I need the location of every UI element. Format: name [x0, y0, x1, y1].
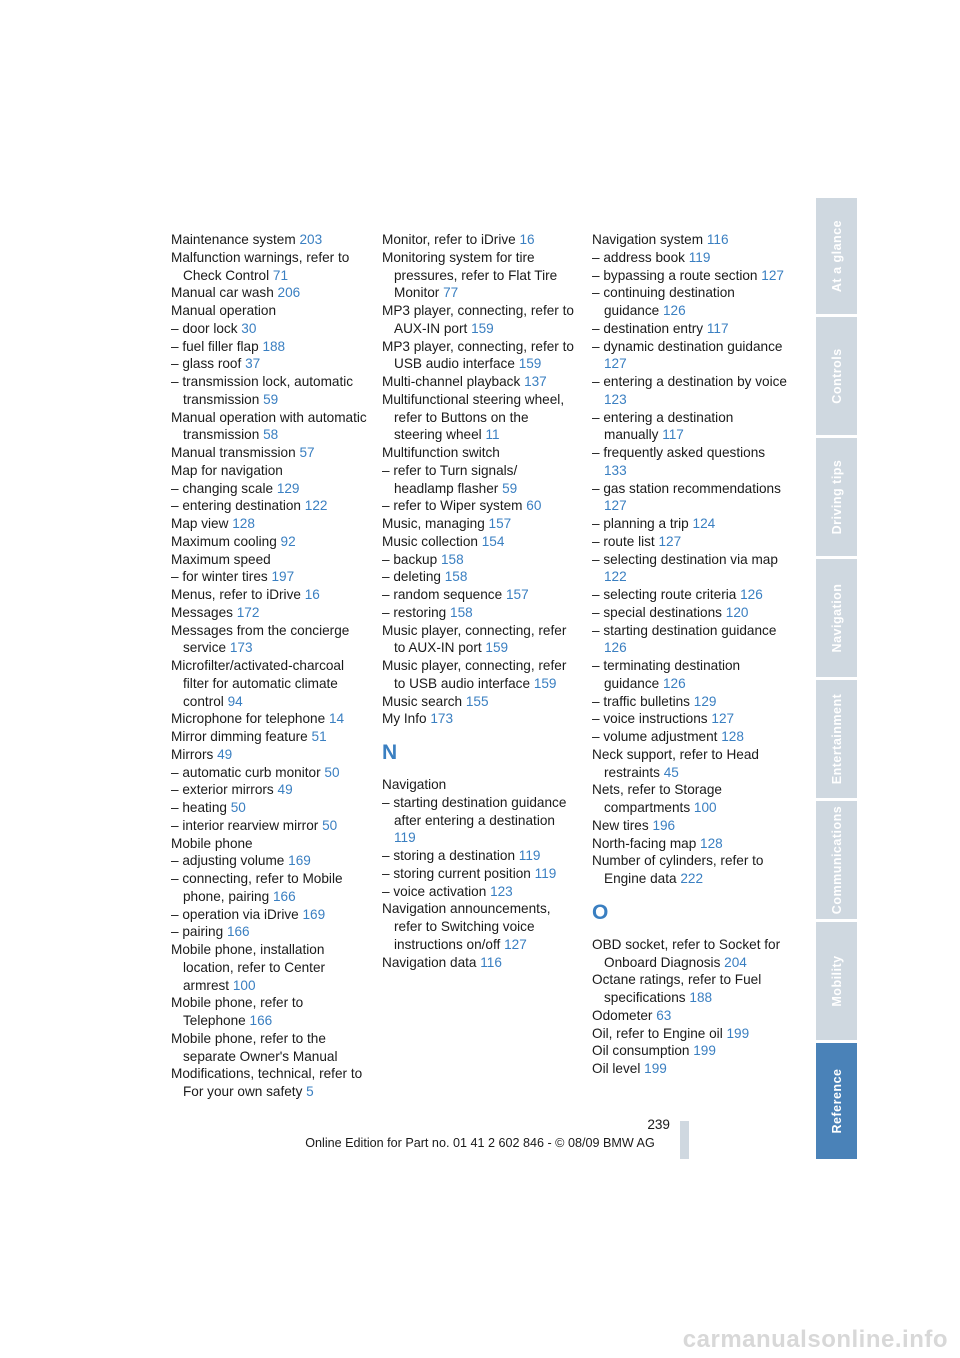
index-entry-text: Monitor, refer to iDrive — [382, 232, 516, 247]
index-entry — [592, 284, 788, 320]
index-entry — [382, 900, 578, 953]
page-reference-link[interactable]: 120 — [725, 604, 749, 620]
index-entry — [171, 852, 367, 870]
index-entry-text: – storing current position — [382, 865, 531, 881]
index-entry — [382, 391, 578, 444]
page-reference-link[interactable]: 155 — [465, 693, 489, 709]
page-reference-link[interactable]: 127 — [658, 533, 682, 549]
index-entry — [171, 231, 367, 249]
index-entry-text: OBD socket, refer to Socket for Onboard Diagnosis — [592, 936, 781, 970]
page-reference-link[interactable]: 63 — [656, 1007, 672, 1023]
index-entry — [592, 1025, 788, 1043]
index-entry-text: – voice instructions — [592, 711, 708, 727]
index-entry-text: – continuing destination guidance — [592, 285, 735, 318]
page-reference-link[interactable]: 45 — [663, 764, 679, 780]
index-entry-text: Map view — [171, 516, 229, 531]
index-entry — [171, 568, 367, 586]
index-entry — [382, 883, 578, 901]
page-reference-link[interactable]: 126 — [604, 640, 627, 656]
index-entry-text: Map for navigation — [171, 462, 283, 478]
index-entry-text: Mobile phone, refer to Telephone — [171, 995, 304, 1028]
index-entry-text: – dynamic destination guidance — [592, 338, 783, 354]
chapter-tab-entertainment[interactable] — [816, 680, 857, 798]
page-reference-link[interactable]: 197 — [271, 569, 295, 585]
chapter-tab-mobility[interactable] — [816, 922, 857, 1040]
page-reference-link[interactable]: 124 — [692, 516, 716, 531]
index-entry-text: Manual operation — [171, 303, 277, 318]
page-reference-link[interactable]: 92 — [280, 533, 296, 549]
index-entry-text: Music search — [382, 693, 463, 709]
chapter-tab-at-a-glance[interactable] — [816, 198, 857, 314]
page-reference-link[interactable]: 129 — [276, 480, 300, 496]
index-entry — [382, 586, 578, 604]
page-reference-link[interactable]: 30 — [241, 320, 257, 336]
page-reference-link[interactable]: 173 — [430, 711, 454, 727]
index-entry-text: Oil, refer to Engine oil — [592, 1025, 723, 1041]
page-number: 239 — [647, 1117, 670, 1132]
index-entry-text: – route list — [592, 533, 655, 549]
chapter-tab-controls[interactable] — [816, 317, 857, 435]
index-entry — [592, 373, 788, 409]
page-reference-link[interactable]: 173 — [229, 640, 253, 656]
chapter-tabs — [816, 198, 857, 1162]
index-entry — [592, 586, 788, 604]
chapter-tab-label: Reference — [829, 1068, 844, 1134]
index-entry — [171, 551, 367, 569]
index-entry — [171, 622, 367, 658]
index-entry-text: Mirrors — [171, 746, 214, 762]
index-entry — [592, 551, 788, 587]
index-entry — [592, 320, 788, 338]
index-entry-text: Mirror dimming feature — [171, 729, 308, 744]
index-entry-text: Mobile phone — [171, 835, 253, 851]
index-entry-text: Manual operation with automatic transmission — [171, 409, 367, 443]
index-entry-text: – glass roof — [171, 356, 242, 372]
index-entry — [592, 409, 788, 445]
index-entry — [382, 568, 578, 586]
index-entry-text: – storing a destination — [382, 848, 516, 863]
page-reference-link[interactable]: 123 — [604, 391, 627, 407]
index-entry-text: – selecting destination via map — [592, 551, 778, 567]
index-entry — [592, 971, 788, 1007]
page-reference-link[interactable]: 166 — [226, 924, 250, 940]
index-entry — [171, 373, 367, 409]
index-entry-text: Messages from the concierge service — [171, 622, 350, 656]
page-reference-link[interactable]: 5 — [306, 1084, 314, 1099]
page-reference-link[interactable]: 16 — [304, 587, 320, 602]
watermark: carmanualsonline.info — [682, 1326, 948, 1353]
index-entry — [171, 249, 367, 285]
index-entry-text: – starting destination guidance after entering a destination — [382, 794, 567, 828]
page-reference-link[interactable]: 119 — [688, 249, 711, 265]
index-entry — [382, 444, 578, 462]
index-entry — [592, 817, 788, 835]
page-reference-link[interactable]: 222 — [680, 871, 704, 886]
index-column-3 — [592, 231, 788, 1078]
index-entry-text: – transmission lock, automatic transmission — [171, 374, 354, 407]
index-entry-text: – random sequence — [382, 587, 503, 602]
index-entry-text: Music, managing — [382, 516, 485, 531]
page-reference-link[interactable]: 159 — [533, 675, 557, 691]
page-reference-link[interactable]: 159 — [485, 640, 509, 656]
index-entry-text: Maximum speed — [171, 551, 271, 567]
page-reference-link[interactable]: 127 — [761, 267, 784, 283]
index-entry — [171, 941, 367, 994]
index-entry-text: – pairing — [171, 924, 224, 940]
page-reference-link[interactable]: 199 — [693, 1043, 716, 1059]
chapter-tab-label: Communications — [829, 805, 844, 915]
index-entry-text: – automatic curb monitor — [171, 764, 321, 780]
chapter-tab-label: Entertainment — [829, 693, 844, 785]
page-reference-link[interactable]: 58 — [263, 427, 279, 443]
page-reference-link[interactable]: 159 — [471, 320, 494, 336]
page-reference-link[interactable]: 166 — [272, 888, 296, 904]
index-entry — [171, 710, 367, 728]
page-reference-link[interactable]: 123 — [490, 883, 513, 899]
index-entry-text: Maximum cooling — [171, 533, 277, 549]
index-entry — [382, 865, 578, 883]
index-entry-text: – fuel filler flap — [171, 338, 259, 354]
page-reference-link[interactable]: 154 — [481, 533, 505, 549]
page-reference-link[interactable]: 158 — [444, 569, 468, 585]
page-reference-link[interactable]: 11 — [485, 427, 500, 443]
index-entry-text: Music collection — [382, 533, 478, 549]
index-entry — [382, 338, 578, 374]
index-entry — [382, 231, 578, 249]
index-entry-text: – refer to Turn signals/ headlamp flasher — [382, 462, 518, 496]
index-entry-text: – destination entry — [592, 320, 704, 336]
index-entry — [592, 515, 788, 533]
index-entry — [592, 338, 788, 374]
index-entry-text: – interior rearview mirror — [171, 817, 319, 833]
page-reference-link[interactable]: 51 — [311, 729, 327, 744]
index-entry — [171, 1030, 367, 1066]
edition-footer: Online Edition for Part no. 01 41 2 602 846 - © 08/09 BMW AG — [305, 1136, 655, 1150]
index-entry — [592, 231, 788, 249]
index-entry-text: – deleting — [382, 569, 441, 585]
index-entry — [592, 267, 788, 285]
page-reference-link[interactable]: 117 — [662, 427, 684, 443]
index-entry-text: Oil level — [592, 1061, 641, 1076]
page-reference-link[interactable]: 158 — [450, 604, 473, 620]
index-entry — [171, 320, 367, 338]
index-entry — [592, 1042, 788, 1060]
chapter-tab-label: Navigation — [829, 583, 844, 653]
index-entry-text: – operation via iDrive — [171, 906, 299, 922]
index-entry — [382, 497, 578, 515]
index-entry-text: Monitoring system for tire pressures, refer to Flat Tire Monitor — [382, 249, 558, 301]
index-entry-text: – heating — [171, 800, 227, 815]
page-reference-link[interactable]: 59 — [502, 480, 518, 496]
page-reference-link[interactable]: 126 — [740, 587, 763, 602]
index-entry-text: – connecting, refer to Mobile phone, pairing — [171, 871, 343, 904]
page-reference-link[interactable]: 196 — [652, 817, 676, 833]
index-entry — [382, 847, 578, 865]
index-entry-text: Maintenance system — [171, 232, 296, 247]
page-reference-link[interactable]: 127 — [711, 711, 735, 727]
page-reference-link[interactable]: 206 — [277, 285, 301, 301]
index-entry — [382, 776, 578, 794]
page-reference-link[interactable]: 117 — [706, 320, 729, 336]
index-entry-text: Odometer — [592, 1007, 653, 1023]
page-reference-link[interactable]: 49 — [217, 746, 233, 762]
index-entry — [171, 533, 367, 551]
index-entry — [382, 954, 578, 972]
index-entry — [592, 657, 788, 693]
index-entry — [382, 533, 578, 551]
page-reference-link[interactable]: 116 — [480, 954, 502, 970]
index-entry-text: Mobile phone, refer to the separate Owner's Manual — [171, 1030, 338, 1064]
index-entry-text: Number of cylinders, refer to Engine data — [592, 853, 764, 886]
page-reference-link[interactable]: 127 — [504, 936, 527, 952]
page-reference-link[interactable]: 49 — [277, 782, 293, 798]
page-reference-link[interactable]: 126 — [662, 675, 686, 691]
index-entry — [171, 284, 367, 302]
index-entry — [171, 728, 367, 746]
page-reference-link[interactable]: 199 — [726, 1025, 750, 1041]
index-entry — [592, 710, 788, 728]
index-entry-text: – special destinations — [592, 604, 722, 620]
index-entry-text: Neck support, refer to Head restraints — [592, 746, 759, 780]
index-entry — [171, 586, 367, 604]
page-reference-link[interactable]: 199 — [644, 1061, 667, 1076]
index-entry-text: Manual car wash — [171, 285, 274, 301]
page-reference-link[interactable]: 157 — [505, 587, 529, 602]
index-entry — [171, 355, 367, 373]
index-entry-text: – restoring — [382, 604, 447, 620]
index-entry — [171, 870, 367, 906]
index-entry — [592, 622, 788, 658]
index-entry-text: Modifications, technical, refer to For your own safety — [171, 1066, 363, 1099]
page-reference-link[interactable]: 127 — [604, 356, 627, 372]
index-entry-text: Music player, connecting, refer to AUX-IN port — [382, 622, 567, 656]
index-entry-text: Malfunction warnings, refer to Check Control — [171, 249, 350, 283]
page-reference-link[interactable]: 16 — [519, 232, 535, 247]
index-entry — [171, 515, 367, 533]
index-entry — [382, 693, 578, 711]
index-entry-text: – refer to Wiper system — [382, 498, 523, 514]
index-entry — [592, 693, 788, 711]
index-entry-text: – door lock — [171, 320, 238, 336]
index-entry — [171, 799, 367, 817]
page-reference-link[interactable]: 37 — [245, 356, 261, 372]
index-entry-text: – changing scale — [171, 480, 274, 496]
index-entry — [382, 249, 578, 302]
index-entry-text: North-facing map — [592, 835, 697, 851]
chapter-tab-navigation[interactable] — [816, 559, 857, 677]
index-entry — [171, 409, 367, 445]
index-entry-text: Octane ratings, refer to Fuel specifications — [592, 972, 762, 1005]
index-entry-text: Multifunctional steering wheel, refer to Buttons on the steering wheel — [382, 391, 565, 443]
index-entry-text: – terminating destination guidance — [592, 658, 741, 691]
index-entry-text: New tires — [592, 817, 649, 833]
index-entry — [592, 1060, 788, 1078]
index-entry-text: Mobile phone, installation location, refer to Center armrest — [171, 942, 326, 993]
page-reference-link[interactable]: 172 — [236, 604, 260, 620]
index-entry-text: – starting destination guidance — [592, 622, 777, 638]
index-entry — [382, 794, 578, 847]
page-reference-link[interactable]: 128 — [721, 729, 744, 744]
page-reference-link[interactable]: 122 — [304, 498, 328, 514]
index-entry — [382, 373, 578, 391]
index-entry — [171, 1065, 367, 1101]
page-reference-link[interactable]: 128 — [232, 516, 255, 531]
index-entry — [171, 835, 367, 853]
index-entry — [592, 781, 788, 817]
page-reference-link[interactable]: 188 — [262, 338, 286, 354]
chapter-tab-label: Mobility — [829, 955, 844, 1007]
index-column-2 — [382, 231, 578, 971]
index-entry-text: – entering destination — [171, 498, 301, 514]
index-entry-text: – for winter tires — [171, 569, 268, 585]
index-entry-text: Multi-channel playback — [382, 374, 521, 389]
index-entry — [592, 936, 788, 972]
index-entry-text: Navigation announcements, refer to Switching voice instructions on/off — [382, 901, 551, 952]
index-entry — [171, 781, 367, 799]
section-letter: N — [382, 741, 398, 764]
index-entry-text: – bypassing a route section — [592, 267, 758, 283]
chapter-tab-communications[interactable] — [816, 801, 857, 919]
page-reference-link[interactable]: 188 — [689, 990, 713, 1005]
index-entry-text: – entering a destination by voice — [592, 374, 787, 389]
page-reference-link[interactable]: 166 — [249, 1013, 273, 1028]
index-entry — [171, 764, 367, 782]
index-entry — [592, 835, 788, 853]
index-entry-text: Menus, refer to iDrive — [171, 587, 301, 602]
index-entry-text: – voice activation — [382, 883, 487, 899]
index-entry — [382, 710, 578, 728]
index-entry — [382, 657, 578, 693]
index-entry-text: Navigation — [382, 777, 447, 792]
page-reference-link[interactable]: 100 — [693, 800, 717, 815]
index-entry-text: – entering a destination manually — [592, 409, 734, 443]
page-reference-link[interactable]: 133 — [604, 462, 627, 478]
page-reference-link[interactable]: 126 — [662, 303, 686, 318]
index-entry-text: – volume adjustment — [592, 729, 718, 744]
index-entry-text: – backup — [382, 551, 438, 567]
index-entry — [171, 338, 367, 356]
index-entry — [171, 604, 367, 622]
index-entry — [592, 852, 788, 888]
index-entry — [382, 462, 578, 498]
index-entry — [171, 657, 367, 710]
index-entry-text: Music player, connecting, refer to USB audio interface — [382, 658, 567, 691]
index-entry-text: Microfilter/activated-charcoal filter for automatic climate control — [171, 658, 345, 709]
page-reference-link[interactable]: 14 — [328, 711, 345, 727]
page-reference-link[interactable]: 128 — [700, 835, 723, 851]
chapter-tab-label: Driving tips — [829, 459, 844, 535]
index-entry-text: – selecting route criteria — [592, 587, 737, 602]
index-entry-text: Oil consumption — [592, 1043, 690, 1059]
page-reference-link[interactable]: 119 — [518, 848, 541, 863]
index-entry-text: Navigation data — [382, 954, 477, 970]
index-entry — [592, 533, 788, 551]
page-reference-link[interactable]: 100 — [232, 977, 256, 993]
index-entry — [171, 817, 367, 835]
index-entry-text: – frequently asked questions — [592, 445, 766, 460]
page-reference-link[interactable]: 71 — [272, 267, 289, 283]
page-reference-link[interactable]: 159 — [518, 356, 542, 372]
index-entry — [171, 923, 367, 941]
page-reference-link[interactable]: 119 — [394, 830, 416, 846]
index-entry — [592, 728, 788, 746]
index-entry — [382, 302, 578, 338]
index-entry — [592, 480, 788, 516]
index-entry-text: – address book — [592, 249, 685, 265]
page-reference-link[interactable]: 94 — [227, 693, 243, 709]
page-reference-link[interactable]: 137 — [524, 374, 547, 389]
index-entry-text: – adjusting volume — [171, 853, 285, 869]
page-reference-link[interactable]: 129 — [693, 693, 717, 709]
page-reference-link[interactable]: 158 — [440, 551, 464, 567]
index-entry — [171, 302, 367, 320]
index-entry-text: – planning a trip — [592, 516, 689, 531]
page-reference-link[interactable]: 60 — [526, 498, 542, 514]
index-entry — [592, 249, 788, 267]
page-reference-link[interactable]: 59 — [263, 391, 279, 407]
index-entry-text: – traffic bulletins — [592, 693, 690, 709]
page-reference-link[interactable]: 77 — [443, 285, 459, 301]
chapter-tab-driving-tips[interactable] — [816, 438, 857, 556]
index-entry-text: Manual transmission — [171, 445, 296, 460]
index-column-1 — [171, 231, 367, 1101]
page-reference-link[interactable]: 57 — [299, 445, 315, 460]
page-reference-link[interactable]: 169 — [302, 906, 326, 922]
page-reference-link[interactable]: 50 — [324, 764, 340, 780]
index-entry — [171, 480, 367, 498]
index-entry-text: Microphone for telephone — [171, 711, 326, 727]
page-reference-link[interactable]: 127 — [604, 498, 627, 514]
index-entry-text: MP3 player, connecting, refer to USB audio interface — [382, 338, 574, 372]
section-letter: O — [592, 900, 609, 924]
page-reference-link[interactable]: 169 — [288, 853, 311, 869]
index-entry-text: – exterior mirrors — [171, 782, 274, 798]
index-entry-text: MP3 player, connecting, refer to AUX-IN port — [382, 303, 574, 336]
index-entry — [592, 444, 788, 480]
page-reference-link[interactable]: 203 — [299, 232, 323, 247]
index-entry-text: Navigation system — [592, 232, 704, 247]
page-reference-link[interactable]: 204 — [724, 954, 747, 970]
page-reference-link[interactable]: 119 — [534, 865, 557, 881]
index-entry-text: My Info — [382, 711, 427, 727]
index-entry — [382, 551, 578, 569]
index-entry — [171, 462, 367, 480]
index-entry — [171, 444, 367, 462]
index-entry — [171, 746, 367, 764]
page-reference-link[interactable]: 50 — [322, 817, 338, 833]
index-entry — [382, 622, 578, 658]
chapter-tab-label: At a glance — [829, 219, 844, 293]
index-entry-text: Multifunction switch — [382, 445, 500, 460]
page-reference-link[interactable]: 157 — [488, 516, 512, 531]
page-reference-link[interactable]: 122 — [604, 569, 627, 585]
index-entry-text: Messages — [171, 604, 233, 620]
index-entry — [382, 515, 578, 533]
index-entry — [171, 497, 367, 515]
index-entry — [382, 604, 578, 622]
index-entry — [171, 906, 367, 924]
page-reference-link[interactable]: 50 — [230, 800, 246, 815]
page-reference-link[interactable]: 116 — [706, 232, 729, 247]
index-entry-text: – gas station recommendations — [592, 480, 781, 496]
index-entry — [171, 994, 367, 1030]
index-entry — [592, 1007, 788, 1025]
index-entry — [592, 746, 788, 782]
index-entry-text: Nets, refer to Storage compartments — [592, 782, 722, 815]
index-entry — [592, 604, 788, 622]
chapter-tab-label: Controls — [829, 348, 844, 404]
